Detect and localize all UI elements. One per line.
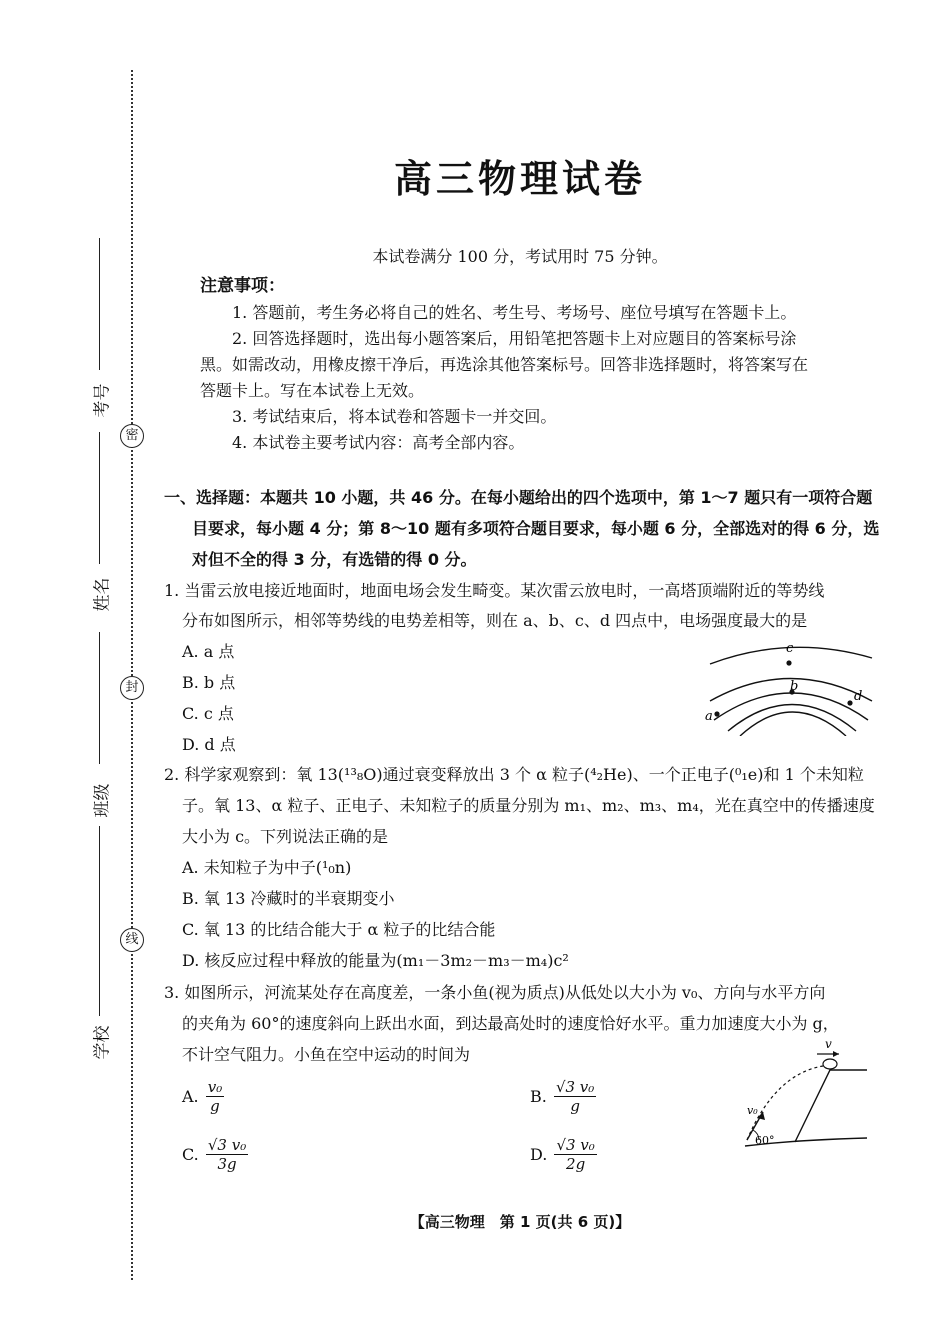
- q2-stem: 2. 科学家观察到：氧 13(¹³₈O)通过衰变释放出 3 个 α 粒子(⁴₂He)、一个正电子(⁰₁e)和 1 个未知粒: [164, 765, 864, 784]
- q3-stem: 3. 如图所示，河流某处存在高度差，一条小鱼(视为质点)从低处以大小为 v₀、方向与水平方向: [164, 983, 826, 1002]
- label-b: b: [790, 679, 799, 694]
- q3-stem: 不计空气阻力。小鱼在空中运动的时间为: [182, 1045, 471, 1064]
- q3-option-b-den: g: [570, 1097, 580, 1115]
- q3-option-b-label: B.: [530, 1087, 547, 1106]
- point-a: [714, 711, 719, 716]
- q3-option-a-den: g: [210, 1097, 220, 1115]
- q3-option-d-den: 2g: [566, 1155, 586, 1173]
- equipotential-figure: [700, 636, 880, 736]
- fish-icon: [823, 1059, 837, 1069]
- page-footer: 【高三物理 第 1 页(共 6 页)】: [409, 1213, 631, 1231]
- side-label-exam-number: 考号: [92, 383, 113, 418]
- exam-subtitle: 本试卷满分 100 分，考试用时 75 分钟。: [372, 247, 668, 266]
- q1-stem: 1. 当雷云放电接近地面时，地面电场会发生畸变。某次雷云放电时，一高塔顶端附近的等势线: [164, 581, 825, 600]
- label-angle: 60°: [755, 1134, 775, 1147]
- q2-option-a: A. 未知粒子为中子(¹₀n): [182, 858, 352, 877]
- q3-option-c-label: C.: [182, 1145, 199, 1164]
- section-heading-cont: 对但不全的得 3 分，有选错的得 0 分。: [192, 550, 477, 569]
- point-c: [786, 660, 791, 665]
- seal-mi: 密: [120, 424, 144, 448]
- q3-option-a: [182, 1078, 224, 1115]
- q2-option-b: B. 氧 13 冷藏时的半衰期变小: [182, 889, 395, 908]
- class-blank: [99, 632, 100, 764]
- label-v: v: [825, 1037, 832, 1051]
- notice-line: 答题卡上。写在本试卷上无效。: [200, 381, 425, 400]
- seal-xian: 线: [120, 928, 144, 952]
- notice-line: 黑。如需改动，用橡皮擦干净后，再选涂其他答案标号。回答非选择题时，将答案写在: [200, 355, 809, 374]
- q3-stem: 的夹角为 60°的速度斜向上跃出水面，到达最高处时的速度恰好水平。重力加速度大小为 g，: [182, 1014, 839, 1033]
- q3-option-c: [182, 1136, 248, 1173]
- section-heading: 一、选择题：本题共 10 小题，共 46 分。在每小题给出的四个选项中，第 1～7 题只有一项符合题: [164, 488, 873, 507]
- q2-stem: 子。氧 13、α 粒子、正电子、未知粒子的质量分别为 m₁、m₂、m₃、m₄，光在真空中的传播速度: [182, 796, 875, 815]
- notice-line: 4. 本试卷主要考试内容：高考全部内容。: [232, 433, 525, 452]
- notice-line: 3. 考试结束后，将本试卷和答题卡一并交回。: [232, 407, 557, 426]
- q2-stem: 大小为 c。下列说法正确的是: [182, 827, 389, 846]
- q3-option-d: [530, 1136, 597, 1173]
- label-v0: v₀: [747, 1104, 758, 1117]
- q3-option-c-den: 3g: [217, 1155, 237, 1173]
- q3-option-a-num: v₀: [207, 1078, 223, 1096]
- q3-option-d-label: D.: [530, 1145, 548, 1164]
- page-title: 高三物理试卷: [393, 157, 646, 201]
- notice-line: 2. 回答选择题时，选出每小题答案后，用铅笔把答题卡上对应题目的答案标号涂: [232, 329, 797, 348]
- q1-option-a: A. a 点: [182, 642, 235, 661]
- point-d: [847, 700, 852, 705]
- q3-option-a-label: A.: [182, 1087, 199, 1106]
- school-blank: [99, 826, 100, 1016]
- side-label-school: 学校: [92, 1025, 113, 1060]
- q1-stem: 分布如图所示，相邻等势线的电势差相等，则在 a、b、c、d 四点中，电场强度最大的是: [182, 611, 808, 630]
- q1-option-b: B. b 点: [182, 673, 236, 692]
- fish-jump-figure: [735, 1034, 875, 1154]
- label-a: a: [705, 709, 713, 724]
- notice-line: 1. 答题前，考生务必将自己的姓名、考生号、考场号、座位号填写在答题卡上。: [232, 303, 797, 322]
- q3-option-d-num: √3 v₀: [556, 1136, 595, 1154]
- q1-option-c: C. c 点: [182, 704, 234, 723]
- label-d: d: [854, 689, 863, 704]
- section-heading-cont: 目要求，每小题 4 分；第 8～10 题有多项符合题目要求，每小题 6 分，全部选对的得 6 分，选: [192, 519, 880, 538]
- q3-option-b: [530, 1078, 596, 1115]
- q1-option-d: D. d 点: [182, 735, 236, 754]
- q2-option-c: C. 氧 13 的比结合能大于 α 粒子的比结合能: [182, 920, 496, 939]
- seal-feng: 封: [120, 676, 144, 700]
- q3-option-b-num: √3 v₀: [555, 1078, 595, 1096]
- label-c: c: [786, 641, 794, 656]
- notice-heading: 注意事项：: [200, 276, 285, 296]
- name-blank: [99, 432, 100, 564]
- q3-option-c-num: √3 v₀: [207, 1136, 247, 1154]
- side-label-name: 姓名: [92, 577, 113, 612]
- q2-option-d: D. 核反应过程中释放的能量为(m₁－3m₂－m₃－m₄)c²: [182, 951, 569, 970]
- side-label-class: 班级: [92, 783, 113, 818]
